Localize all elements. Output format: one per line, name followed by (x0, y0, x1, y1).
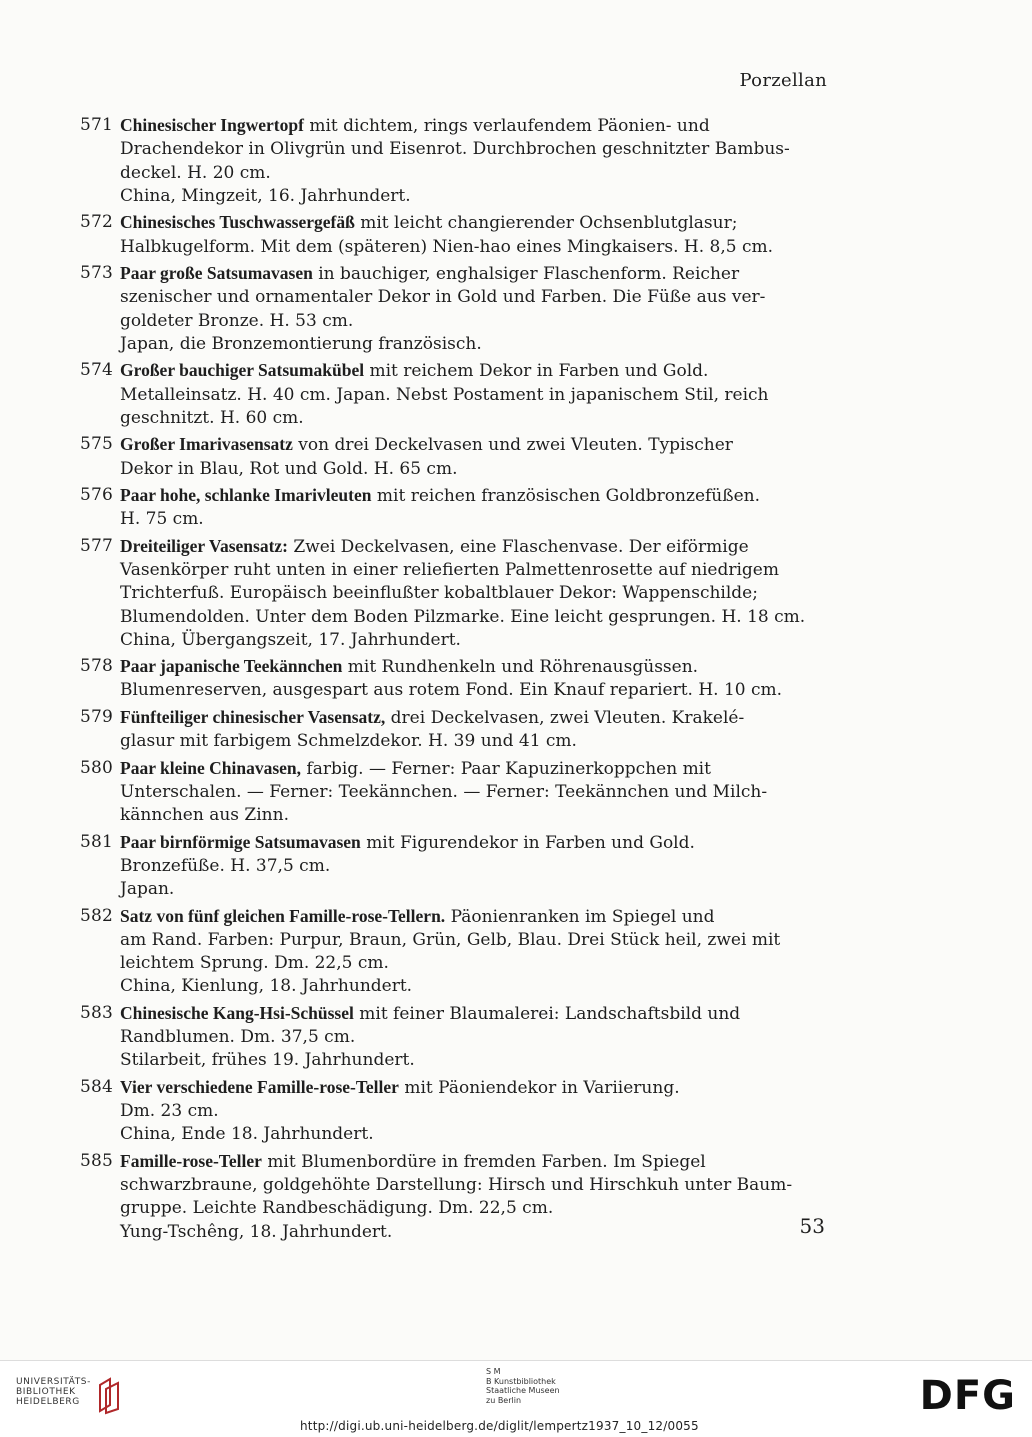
entry-line (120, 185, 830, 208)
entry-line (120, 333, 830, 356)
entry-line (120, 905, 830, 929)
entry-line (120, 781, 830, 804)
entry-line (120, 582, 830, 605)
entry-number: 580 (80, 757, 114, 778)
entry-line (120, 855, 830, 878)
entry-body (120, 1076, 830, 1147)
catalog-entry (80, 905, 830, 999)
entry-line (120, 929, 830, 952)
entry-number: 575 (80, 434, 114, 455)
entry-line (120, 286, 830, 309)
entry-body (120, 433, 830, 481)
stamp-line: zu Berlin (486, 1395, 522, 1405)
entry-text: Zwei Deckelvasen, eine Flaschenvase. Der eiförmige (293, 536, 749, 557)
entry-number: 571 (80, 115, 114, 135)
catalog-entry (80, 655, 830, 703)
catalog-entry (80, 1076, 830, 1147)
catalog-entry (80, 706, 830, 754)
entry-text: China, Übergangszeit, 17. Jahrhundert. (120, 629, 461, 650)
entry-line (120, 878, 830, 901)
entry-line (120, 730, 830, 753)
entry-text: Drachendekor in Olivgrün und Eisenrot. Durchbrochen geschnitzter Bambus- (120, 139, 790, 160)
entry-line (120, 706, 830, 730)
entry-title: Großer bauchiger Satsumakübel (120, 360, 365, 381)
entry-text: deckel. H. 20 cm. (120, 162, 271, 183)
entry-text: am Rand. Farben: Purpur, Braun, Grün, Gelb, Blau. Drei Stück heil, zwei mit (120, 929, 781, 950)
entry-text: H. 75 cm. (120, 509, 204, 530)
running-head: Porzellan (739, 70, 827, 91)
entry-text: China, Ende 18. Jahrhundert. (120, 1124, 374, 1145)
entry-text: Blumenreserven, ausgespart aus rotem Fond. Ein Knauf repariert. H. 10 cm. (120, 680, 783, 701)
entry-line (120, 952, 830, 975)
entry-title: Paar hohe, schlanke Imarivleuten (120, 484, 372, 505)
entry-line (120, 262, 830, 286)
entry-number: 578 (80, 656, 114, 677)
entry-text: Dekor in Blau, Rot und Gold. H. 65 cm. (120, 458, 458, 479)
entry-body (120, 114, 830, 208)
entry-body (120, 262, 830, 356)
entry-line (120, 1049, 830, 1072)
entry-line (120, 162, 830, 185)
entry-text: Yung-Tschêng, 18. Jahrhundert. (120, 1221, 393, 1242)
entry-text: mit Rundhenkeln und Röhrenausgüssen. (347, 657, 699, 678)
entry-line (120, 559, 830, 582)
entry-line (120, 359, 830, 383)
entry-number: 576 (80, 484, 114, 505)
entry-text: geschnitzt. H. 60 cm. (120, 407, 304, 428)
page-number: 53 (799, 1214, 825, 1238)
entry-text: leichtem Sprung. Dm. 22,5 cm. (120, 953, 389, 974)
entry-body (120, 757, 830, 828)
footer (0, 1360, 1032, 1437)
entry-text: Vasenkörper ruht unten in einer reliefierten Palmettenrosette auf niedrigem (120, 559, 779, 580)
catalog-entry (80, 535, 830, 652)
entry-number: 583 (80, 1002, 114, 1023)
entry-text: Stilarbeit, frühes 19. Jahrhundert. (120, 1050, 415, 1071)
entry-body (120, 831, 830, 902)
catalog-entry (80, 262, 830, 356)
entry-title: Chinesischer Ingwertopf (120, 115, 304, 135)
catalog-entry (80, 359, 830, 430)
catalog-entry (80, 114, 830, 208)
entry-body (120, 359, 830, 430)
entry-line (120, 535, 830, 559)
entry-body (120, 706, 830, 754)
entry-body (120, 905, 830, 999)
entry-body (120, 1150, 830, 1244)
entry-number: 582 (80, 905, 114, 926)
catalog-entry (80, 831, 830, 902)
entry-line (120, 1026, 830, 1049)
entry-text: Randblumen. Dm. 37,5 cm. (120, 1027, 356, 1048)
entry-line (120, 236, 830, 259)
entry-title: Paar birnförmige Satsumavasen (120, 831, 361, 852)
museum-stamp (486, 1367, 560, 1405)
entry-line (120, 804, 830, 827)
entry-number: 572 (80, 212, 114, 233)
entry-title: Paar japanische Teekännchen (120, 656, 343, 677)
entry-body (120, 1002, 830, 1073)
entry-body (120, 484, 830, 532)
entry-number: 581 (80, 831, 114, 852)
entry-text: Dm. 23 cm. (120, 1101, 219, 1122)
entry-number: 574 (80, 360, 114, 381)
entry-text: Metalleinsatz. H. 40 cm. Japan. Nebst Postament in japanischem Stil, reich (120, 384, 769, 405)
permalink-url[interactable]: http://digi.ub.uni-heidelberg.de/diglit/lempertz1937_10_12/0055 (300, 1419, 699, 1433)
library-line: HEIDELBERG (16, 1397, 80, 1407)
catalog-entry (80, 1002, 830, 1073)
entry-body (120, 211, 830, 259)
entry-text: kännchen aus Zinn. (120, 805, 289, 826)
entry-line (120, 1100, 830, 1123)
entry-line (120, 484, 830, 508)
entry-line (120, 384, 830, 407)
library-logo-text (16, 1377, 91, 1407)
stamp-line: B Kunstbibliothek (486, 1376, 556, 1386)
entry-line (120, 1197, 830, 1220)
catalog-entry (80, 211, 830, 259)
entry-body (120, 535, 830, 652)
dfg-logo: DFG (919, 1373, 1016, 1419)
entry-line (120, 629, 830, 652)
catalog-entry (80, 433, 830, 481)
entry-text: schwarzbraune, goldgehöhte Darstellung: Hirsch und Hirschkuh unter Baum- (120, 1175, 793, 1196)
entry-title: Chinesisches Tuschwassergefäß (120, 212, 355, 233)
entry-number: 573 (80, 262, 114, 283)
entry-title: Dreiteiliger Vasensatz: (120, 535, 289, 556)
entry-text: glasur mit farbigem Schmelzdekor. H. 39 und 41 cm. (120, 731, 577, 752)
entry-line (120, 407, 830, 430)
entry-text: drei Deckelvasen, zwei Vleuten. Krakelé- (390, 707, 745, 728)
entry-line (120, 114, 830, 138)
entry-line (120, 655, 830, 679)
entry-text: mit reichen französischen Goldbronzefüßen. (376, 485, 761, 506)
entry-text: szenischer und ornamentaler Dekor in Gold und Farben. Die Füße aus ver- (120, 287, 766, 308)
entry-text: Unterschalen. — Ferner: Teekännchen. — Ferner: Teekännchen und Milch- (120, 781, 768, 802)
entry-text: mit leicht changierender Ochsenblutglasur; (360, 213, 738, 234)
entry-body (120, 655, 830, 703)
entry-number: 585 (80, 1150, 114, 1171)
entry-line (120, 310, 830, 333)
entry-line (120, 138, 830, 161)
entry-text: Halbkugelform. Mit dem (späteren) Nien-hao eines Mingkaisers. H. 8,5 cm. (120, 236, 774, 257)
entry-line (120, 508, 830, 531)
stamp-line: S M (486, 1367, 501, 1376)
entry-text: mit dichtem, rings verlaufendem Päonien- und (309, 116, 710, 136)
entry-line (120, 975, 830, 998)
entry-title: Vier verschiedene Famille-rose-Teller (120, 1076, 399, 1097)
entry-text: Blumendolden. Unter dem Boden Pilzmarke. Eine leicht gesprungen. H. 18 cm. (120, 606, 806, 627)
entry-title: Fünfteiliger chinesischer Vasensatz, (120, 706, 386, 727)
entry-line (120, 757, 830, 781)
entry-number: 584 (80, 1076, 114, 1097)
entry-line (120, 433, 830, 457)
entry-line (120, 679, 830, 702)
entry-number: 577 (80, 535, 114, 556)
catalog-entry (80, 757, 830, 828)
entry-title: Großer Imarivasensatz (120, 434, 293, 455)
entry-title: Chinesische Kang-Hsi-Schüssel (120, 1002, 354, 1023)
library-line: BIBLIOTHEK (16, 1387, 76, 1397)
entry-text: goldeter Bronze. H. 53 cm. (120, 310, 354, 331)
entry-title: Paar große Satsumavasen (120, 262, 313, 283)
catalog-entry (80, 484, 830, 532)
entry-title: Famille-rose-Teller (120, 1150, 262, 1171)
entry-title: Paar kleine Chinavasen, (120, 757, 302, 778)
entry-text: Japan, die Bronzemontierung französisch. (120, 333, 482, 354)
entry-text: Bronzefüße. H. 37,5 cm. (120, 855, 331, 876)
entry-line (120, 831, 830, 855)
entry-text: Japan. (120, 879, 175, 900)
entry-text: mit Figurendekor in Farben und Gold. (366, 832, 695, 853)
entry-line (120, 606, 830, 629)
entry-text: in bauchiger, enghalsiger Flaschenform. Reicher (318, 263, 740, 284)
entry-text: China, Mingzeit, 16. Jahrhundert. (120, 185, 411, 206)
entry-title: Satz von fünf gleichen Famille-rose-Tellern. (120, 905, 446, 926)
entry-text: gruppe. Leichte Randbeschädigung. Dm. 22,5 cm. (120, 1198, 554, 1219)
entry-line (120, 1076, 830, 1100)
entry-text: Trichterfuß. Europäisch beeinflußter kobaltblauer Dekor: Wappenschilde; (120, 583, 758, 604)
entry-text: Päonienranken im Spiegel und (450, 906, 715, 927)
entry-text: mit Blumenbordüre in fremden Farben. Im Spiegel (267, 1151, 706, 1172)
entry-line (120, 1123, 830, 1146)
entry-text: von drei Deckelvasen und zwei Vleuten. Typischer (298, 435, 733, 456)
entry-line (120, 1174, 830, 1197)
entry-text: farbig. — Ferner: Paar Kapuzinerkoppchen mit (306, 758, 711, 779)
catalog-entries (80, 114, 830, 1247)
library-line: UNIVERSITÄTS- (16, 1377, 91, 1387)
catalog-entry (80, 1150, 830, 1244)
entry-line (120, 1150, 830, 1174)
entry-text: mit feiner Blaumalerei: Landschaftsbild und (359, 1003, 741, 1024)
entry-line (120, 1002, 830, 1026)
entry-line (120, 211, 830, 235)
entry-number: 579 (80, 706, 114, 727)
library-logo-icon (96, 1375, 126, 1415)
entry-text: mit Päoniendekor in Variierung. (404, 1077, 680, 1098)
entry-text: China, Kienlung, 18. Jahrhundert. (120, 976, 413, 997)
entry-line (120, 1221, 830, 1244)
entry-text: mit reichem Dekor in Farben und Gold. (369, 361, 709, 382)
entry-line (120, 458, 830, 481)
stamp-line: Staatliche Museen (486, 1386, 560, 1395)
